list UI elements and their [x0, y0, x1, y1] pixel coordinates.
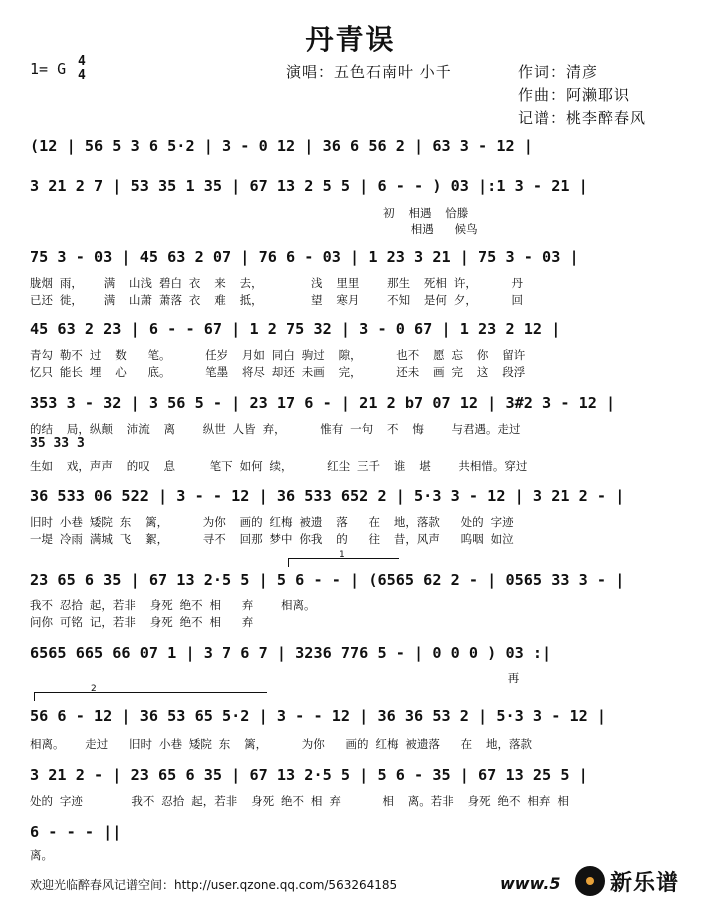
lyric-line-7b: 问你 可铭 记，若非 身死 绝不 相 弃: [30, 615, 254, 629]
credit-lyricist: 作词：清彦: [518, 63, 599, 81]
lyric-line-9a: 相离。 走过 旧时 小巷 矮院 东 篱， 为你 画的 红梅 被遗落 在 地，落款: [30, 737, 533, 751]
lyric-line-10a: 处的 字迹 我不 忍拾 起，若非 身死 绝不 相 弃 相 离。若非 身死 绝不 相弃 相: [30, 794, 569, 808]
lyric-line-6b: 一堤 冷雨 满城 飞 絮， 寻不 回那 梦中 你我 的 往 昔，风声 呜咽 如泣: [30, 532, 514, 546]
lyric-line-3a: 胧烟 雨， 满 山浅 碧白 衣 来 去， 浅 里里 那生 死相 许， 丹: [30, 276, 523, 290]
lyric-line-6a: 旧时 小巷 矮院 东 篱， 为你 画的 红梅 被遗 落 在 地，落款 处的 字迹: [30, 515, 514, 529]
staff-line-10: 3 21 2 - | 23 65 6 35 | 67 13 2·5 5 | 5 6 - 35 | 67 13 25 5 |: [30, 766, 588, 784]
lyric-line-2a: 初 相遇 恰滕: [30, 206, 469, 220]
lyric-line-5b: 生如 戏，声声 的叹 息 笔下 如何 续， 红尘 三千 谁 堪 共相惜。穿过: [30, 459, 528, 473]
volta-bracket-2: [34, 684, 267, 701]
lyric-line-4a: 青勾 勒不 过 数 笔。 任岁 月如 同白 驹过 隙， 也不 愿 忘 你 留许: [30, 348, 526, 362]
staff-line-3: 75 3 - 03 | 45 63 2 07 | 76 6 - 03 | 1 23 3 21 | 75 3 - 03 |: [30, 248, 579, 266]
credit-transcriber: 记谱：桃李醉春风: [518, 109, 647, 127]
staff-line-11: 6 - - - ||: [30, 823, 122, 841]
staff-line-1: (12 | 56 5 3 6 5·2 | 3 - 0 12 | 36 6 56 2 | 63 3 - 12 |: [30, 137, 533, 155]
volta-1-label: 1: [339, 550, 345, 560]
footer-note: 欢迎光临醉春风记谱空间：http://user.qzone.qq.com/563264185: [30, 878, 398, 892]
brand-url: www.5: [500, 874, 561, 893]
lyric-line-3b: 已还 徙， 满 山萧 萧落 衣 难 抵， 望 寒月 不知 是何 夕， 回: [30, 293, 523, 307]
lyric-line-11a: 离。: [30, 848, 53, 862]
lyric-line-5-alt-notes: 35 33 3: [30, 436, 85, 451]
lyric-line-2b: 相遇 候鸟: [30, 222, 478, 236]
time-signature-bottom: 4: [78, 68, 86, 83]
key-signature: 1= G: [30, 60, 67, 78]
song-title: 丹青误: [305, 23, 396, 56]
staff-line-7: 23 65 6 35 | 67 13 2·5 5 | 5 6 - - | (6565 62 2 - | 0565 33 3 - |: [30, 571, 625, 589]
staff-line-4: 45 63 2 23 | 6 - - 67 | 1 2 75 32 | 3 - 0 67 | 1 23 2 12 |: [30, 320, 561, 338]
volta-bracket-1: [288, 550, 399, 567]
lyric-line-8a: 再: [30, 671, 520, 685]
lyric-line-4b: 忆只 能长 埋 心 底。 笔墨 将尽 却还 未画 完， 还未 画 完 这 段浮: [30, 365, 526, 379]
staff-line-2: 3 21 2 7 | 53 35 1 35 | 67 13 2 5 5 | 6 - - ) 03 |:1 3 - 21 |: [30, 177, 588, 195]
time-signature: [78, 55, 86, 83]
staff-line-8: 6565 665 66 07 1 | 3 7 6 7 | 3236 776 5 - | 0 0 0 ) 03 :|: [30, 644, 552, 662]
lyric-line-7a: 我不 忍拾 起，若非 身死 绝不 相 弃 相离。: [30, 598, 316, 612]
staff-line-6: 36 533 06 522 | 3 - - 12 | 36 533 652 2 | 5·3 3 - 12 | 3 21 2 - |: [30, 487, 625, 505]
time-signature-top: 4: [78, 54, 86, 69]
credit-composer: 作曲：阿濑耶识: [518, 86, 631, 104]
staff-line-9: 56 6 - 12 | 36 53 65 5·2 | 3 - - 12 | 36 36 53 2 | 5·3 3 - 12 |: [30, 707, 607, 725]
brand-name: 新乐谱: [610, 871, 680, 896]
volta-2-label: 2: [91, 684, 97, 694]
lyric-line-5a: 的结 局，纵颠 沛流 离 纵世 人皆 弃， 惟有 一句 不 悔 与君遇。走过: [30, 422, 521, 436]
staff-line-5: 353 3 - 32 | 3 56 5 - | 23 17 6 - | 21 2 b7 07 12 | 3#2 3 - 12 |: [30, 394, 616, 412]
music-disc-icon: [575, 866, 605, 896]
credit-singer: 演唱：五色石南叶 小千: [286, 63, 452, 81]
